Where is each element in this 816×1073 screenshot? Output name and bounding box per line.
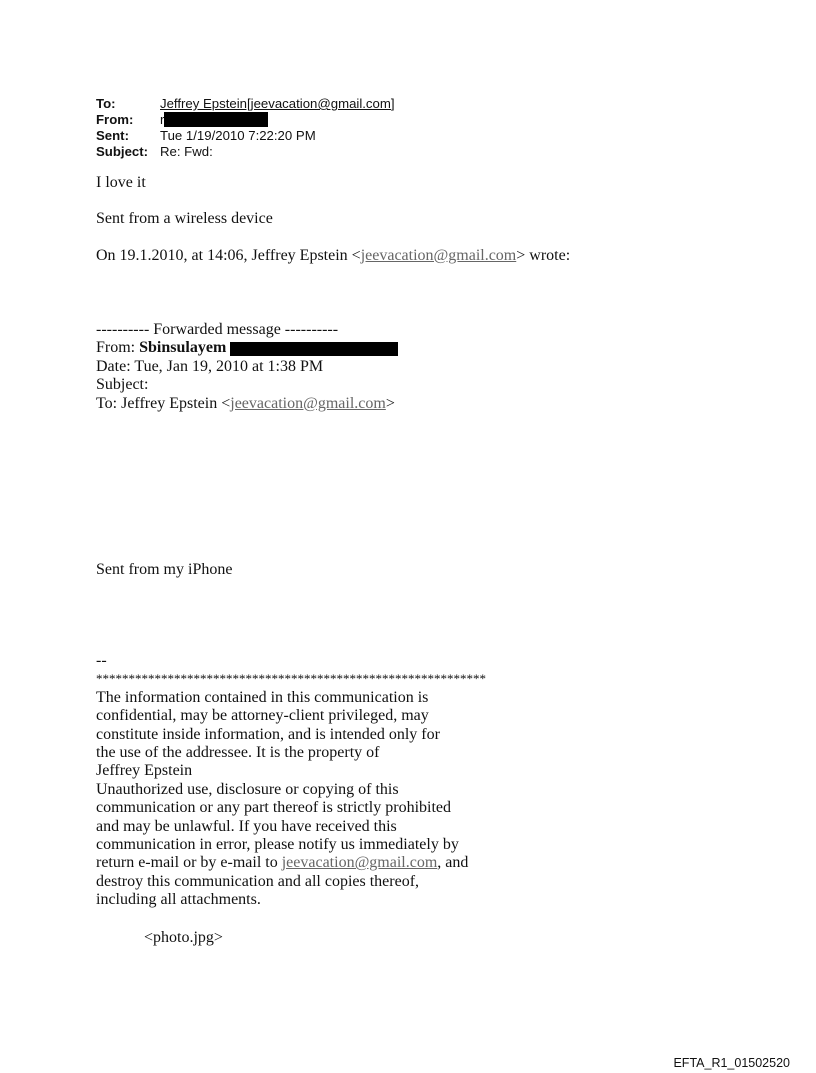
- forwarded-block: [96, 321, 398, 413]
- forwarded-from-redaction: [230, 342, 398, 356]
- disclaimer-line: communication or any part thereof is strictly prohibited: [96, 799, 452, 817]
- forwarded-to-email-link[interactable]: jeevacation@gmail.com: [230, 394, 386, 412]
- sent-row: [96, 128, 395, 144]
- disclaimer-dashes: --: [96, 652, 107, 669]
- disclaimer-line: destroy this communication and all copies thereof,: [96, 872, 420, 890]
- disclaimer-line: including all attachments.: [96, 891, 261, 909]
- from-row: [96, 112, 395, 128]
- disclaimer-return-line: [96, 854, 486, 872]
- disclaimer-line: The information contained in this communication is: [96, 688, 429, 706]
- forwarded-to-prefix: To: Jeffrey Epstein <: [96, 394, 231, 412]
- disclaimer-line: the use of the addressee. It is the property of: [96, 744, 380, 762]
- reply-line-1: I love it: [96, 174, 146, 191]
- subject-row: [96, 144, 395, 160]
- sent-label: Sent:: [96, 128, 129, 143]
- subject-value: Re: Fwd:: [160, 144, 213, 159]
- reply-signature: Sent from a wireless device: [96, 210, 273, 227]
- email-header: [96, 96, 395, 160]
- iphone-signature: Sent from my iPhone: [96, 561, 233, 578]
- forwarded-subject: Subject:: [96, 376, 149, 394]
- return-suffix: , and: [437, 854, 469, 872]
- disclaimer-line: constitute inside information, and is intended only for: [96, 725, 440, 743]
- quote-suffix: > wrote:: [516, 247, 571, 264]
- to-value: Jeffrey Epstein[jeevacation@gmail.com]: [160, 96, 395, 111]
- disclaimer-line: and may be unlawful. If you have received this: [96, 817, 397, 835]
- disclaimer-line: confidential, may be attorney-client privileged, may: [96, 707, 429, 725]
- quote-email-link[interactable]: jeevacation@gmail.com: [360, 247, 517, 264]
- subject-label: Subject:: [96, 144, 149, 159]
- attachment-name[interactable]: <photo.jpg>: [144, 929, 223, 946]
- return-prefix: return e-mail or by e-mail to: [96, 854, 282, 872]
- disclaimer: [96, 652, 486, 910]
- sent-value: Tue 1/19/2010 7:22:20 PM: [160, 128, 316, 143]
- from-initial: r: [160, 112, 165, 127]
- to-label: To:: [96, 96, 116, 111]
- document-id: EFTA_R1_01502520: [673, 1056, 790, 1070]
- disclaimer-email-link[interactable]: jeevacation@gmail.com: [281, 854, 438, 872]
- forwarded-from: [96, 339, 398, 357]
- quote-intro: [96, 247, 570, 265]
- to-row: [96, 96, 395, 112]
- disclaimer-line: Unauthorized use, disclosure or copying of this: [96, 780, 399, 798]
- disclaimer-stars: ************************************************************: [96, 671, 486, 687]
- forwarded-separator: ---------- Forwarded message ----------: [96, 321, 339, 338]
- from-redaction: [164, 112, 268, 127]
- from-label: From:: [96, 112, 134, 127]
- forwarded-from-name: Sbinsulayem: [139, 339, 227, 357]
- quote-prefix: On 19.1.2010, at 14:06, Jeffrey Epstein <: [96, 247, 361, 264]
- forwarded-to-suffix: >: [385, 394, 395, 412]
- forwarded-date: Date: Tue, Jan 19, 2010 at 1:38 PM: [96, 357, 324, 375]
- forwarded-to: [96, 395, 398, 413]
- disclaimer-line: Jeffrey Epstein: [96, 762, 193, 780]
- forwarded-from-label: From:: [96, 339, 140, 357]
- disclaimer-line: communication in error, please notify us immediately by: [96, 836, 459, 854]
